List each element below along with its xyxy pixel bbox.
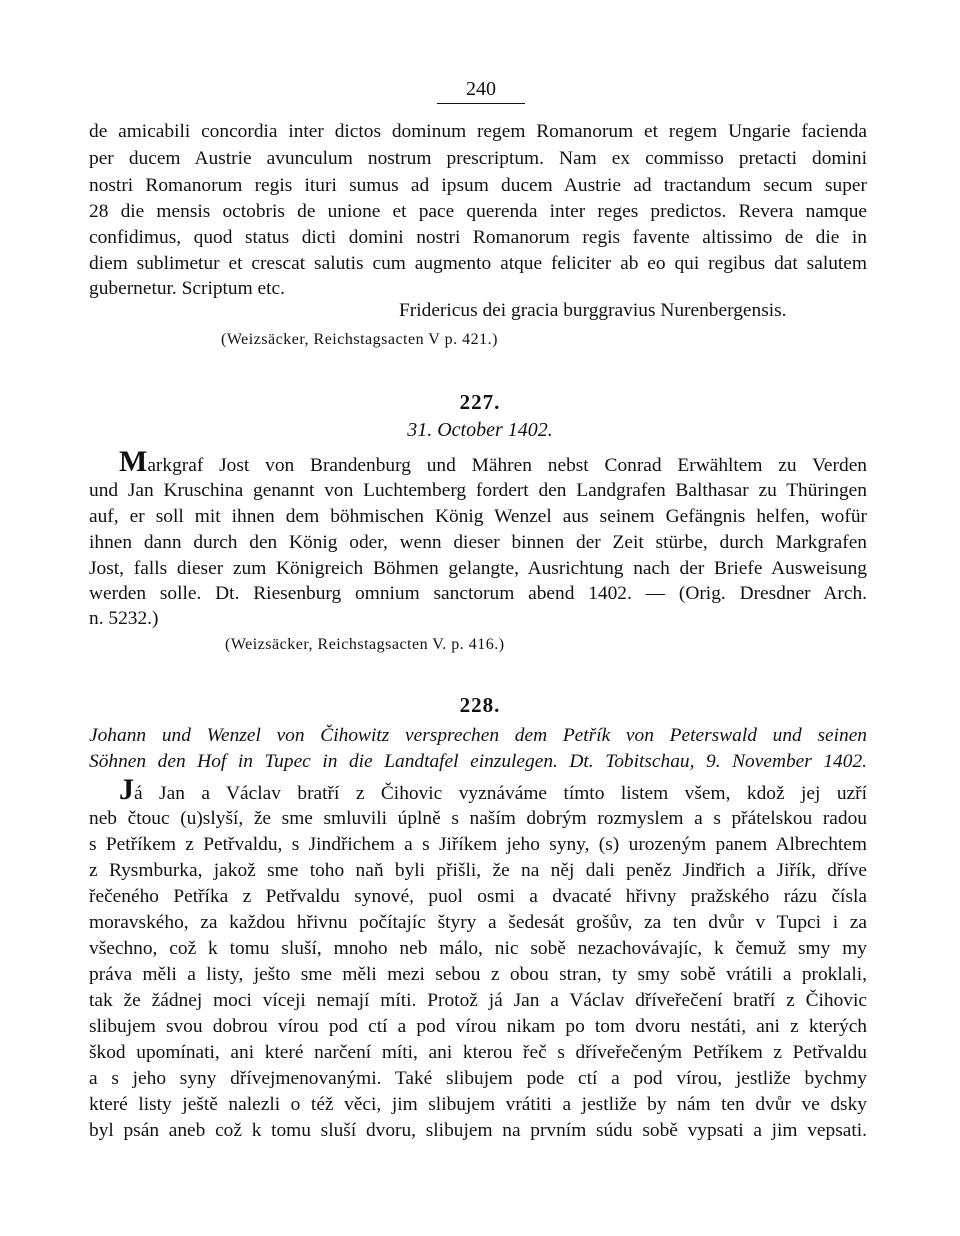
doc228-line: slibujem svou dobrou vírou pod ctí a pod vírou nikam po tom dvoru nestáti, ani z kterých [89,1016,867,1037]
doc228-first-line [119,773,867,807]
doc228-line: moravského, za každou hřivnu počítajíc štyry a šedesát grošův, za ten dvůr v Tupci i za [89,912,867,933]
doc228-line: s Petříkem z Petřvaldu, s Jindřichem a s Jiříkem jeho syny, (s) urozeným panem Albrechtem [89,834,867,855]
doc228-heading-line: Söhnen den Hof in Tupec in die Landtafel einzulegen. Dt. Tobitschau, 9. November 1402. [89,751,867,772]
doc226-line: diem sublimetur et crescat salutis cum augmento atque feliciter ab eo qui regibus dat salutem [89,253,867,274]
doc227-line: Jost, falls dieser zum Königreich Böhmen gelangte, Ausrichtung nach der Briefe Ausweisung [89,558,867,579]
doc227-citation: (Weizsäcker, Reichstagsacten V. p. 416.) [225,636,505,653]
doc227-first-line [119,445,867,479]
doc228-line: řečeného Petříka z Petřvaldu synové, puol osmi a dvacaté hřivny pražského rázu čísla [89,886,867,907]
doc228-line: z Rysmburka, jakož sme toho naň byli přišli, že na něj dali peněz Jindřich a Jiřík, dříve [89,860,867,881]
doc227-line: und Jan Kruschina genannt von Luchtemberg fordert den Landgrafen Balthasar zu Thüringen [89,480,867,501]
doc228-line: a s jeho syny dřívejmenovanými. Také slibujem pode ctí a pod vírou, jestliže bychmy [89,1068,867,1089]
doc226-line: gubernetur. Scriptum etc. [89,278,286,299]
doc227-date: 31. October 1402. [407,419,553,441]
doc226-citation: (Weizsäcker, Reichstagsacten V p. 421.) [221,331,498,348]
doc227-line: n. 5232.) [89,608,159,629]
doc226-line: confidimus, quod status dicti domini nostri Romanorum regis favente altissimo de die in [89,227,867,248]
doc226-line: nostri Romanorum regis ituri sumus ad ipsum ducem Austrie ad tractandum secum super [89,175,867,196]
doc228-line: neb čtouc (u)slyší, že sme smluvili úplně s naším dobrým rozmyslem a s přátelskou radou [89,808,867,829]
doc228-line: práva měli a listy, ješto sme měli mezi sebou z obou stran, ty smy sobě vrátili a proklali, [89,964,867,985]
doc226-line: de amicabili concordia inter dictos dominum regem Romanorum et regem Ungarie facienda [89,121,867,142]
doc227-line: werden solle. Dt. Riesenburg omnium sanctorum abend 1402. — (Orig. Dresdner Arch. [89,583,867,604]
doc226-line: per ducem Austrie avunculum nostrum prescriptum. Nam ex commisso pretacti domini [89,148,867,169]
doc228-line: byl psán aneb což k tomu sluší dvoru, slibujem na prvním súdu sobě vypsati a jim vepsati. [89,1120,867,1141]
page-number: 240 [437,78,525,104]
doc227-number: 227. [459,390,501,414]
doc228-dropcap: J [119,773,134,806]
doc228-line: tak že žádnej moci víceji nemají míti. Protož já Jan a Václav dříveřečení bratří z Čihovic [89,990,867,1011]
doc226-line: 28 die mensis octobris de unione et pace querenda inter reges predictos. Revera namque [89,201,867,222]
doc227-dropcap: M [119,445,148,478]
doc228-heading-line: Johann und Wenzel von Čihowitz versprechen dem Petřík von Peterswald und seinen [89,725,867,746]
doc228-line: škod upomínati, ani které narčení míti, ani kterou řeč s dříveřečeným Petříkem z Petřvaldu [89,1042,867,1063]
doc228-line: všechno, což k tomu sluší, mnoho neb málo, nic sobě nezachovávajíc, k čemuž smy my [89,938,867,959]
doc228-number: 228. [459,693,501,717]
doc226-signature: Fridericus dei gracia burggravius Nurenbergensis. [399,300,787,321]
doc227-first-line-text: arkgraf Jost von Brandenburg und Mähren nebst Conrad Erwähltem zu Verden [147,455,867,476]
doc228-line: které listy ještě nalezli o též věci, jim slibujem vrátiti a jestliže by nám ten dvůr ve dsky [89,1094,867,1115]
doc228-first-line-text: á Jan a Václav bratří z Čihovic vyznáváme tímto listem všem, kdož jej uzří [134,783,867,804]
doc227-line: auf, er soll mit ihnen dem böhmischen König Wenzel aus seinem Gefängnis helfen, wofür [89,506,867,527]
doc227-line: ihnen dann durch den König oder, wenn dieser binnen der Zeit stürbe, durch Markgrafen [89,532,867,553]
